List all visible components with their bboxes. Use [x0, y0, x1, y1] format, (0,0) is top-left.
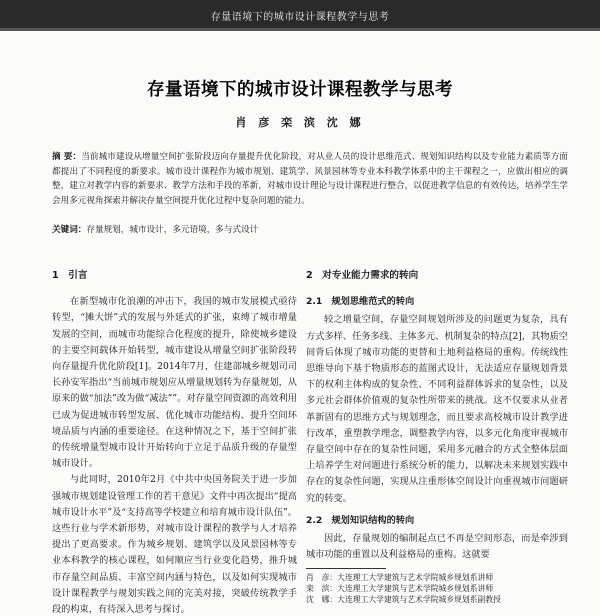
- abstract-text: 当前城市建设从增量空间扩张阶段迈向存量提升优化阶段，对从业人员的设计思维范式、规划知识结构以及专业能力素质等方面都提出了不同程度的新要求。城市设计课程作为城市规划、建筑学、风景园林等专业本科教学体系中的主干课程之一，应做出相应的调整，建立对教学内容的新要求、教学方法和手段的革新，对城市设计理论与设计课程进行整合，以促进教学信息的有效传达，培养学生学会用多元视角探索并解决存量空间提升优化过程中复杂问题的能力。: [52, 152, 568, 206]
- section-2-1-paragraph: 较之增量空间，存量空间规划所涉及的问题更为复杂，具有方式多样、任务多线、主体多元、机制复杂的特点[2]，其物质空间背后体现了城市功能的更替和土地利益格局的重构。传统线性思维导向下基于物质形态的蓝图式设计，无法适应存量规划背景下的权利主体构成的复杂性、不同利益群体诉求的复杂性，以及多元社会群体价值观的复杂性所带来的挑战。这不仅要求从业者革新固有的思维方式与规划理念，而且要求高校城市设计教学进行改革，重塑教学理念，调整教学内容，以多元化角度审视城市存量空间中存在的复杂性问题，采用多元融合的方式全整体层面上培养学生对问题进行系统分析的能力，以解决未来规划实践中存在的复杂性问题，实现从注重形体空间设计向重视城市问题研究的转变。: [306, 314, 568, 504]
- section-1-paragraph-1: 在新型城市化浪潮的冲击下，我国的城市发展模式亟待转型，“摊大饼”式的发展与外延式的扩张，束缚了城市增量发展的空间，而城市功能综合化程度的提升，除使城乡建设的主要空间载体开始转型，城市建设从增量空间扩张阶段转向存量提升优化阶段[1]。2014年7月，住建部城乡规划司司长孙安军指出“当前城市规划应从增量规划转为存量规划，从原来的做“加法”改为做“减法””。对存量空间资源的高效利用已成为促进城市转型发展、优化城市功能结构、提升空间环境品质与内涵的重要途径。在这种情况之下，基于空间扩张的传统增量型城市设计开始转向于立足于品质升级的存量型城市设计。: [52, 296, 297, 470]
- right-column: [306, 268, 568, 563]
- section-2-2-paragraph: 因此，存量规划的编制起点已不再是空间形态，而是牵涉到城市功能的重置以及利益格局的重构。这就要: [306, 533, 568, 561]
- abstract: [52, 150, 568, 208]
- footnote-item: 肖 彦：大连理工大学建筑与艺术学院城乡规划系讲师: [306, 573, 494, 582]
- keywords-label: 关键词：: [52, 225, 87, 235]
- section-1-paragraph-2: 与此同时，2010年2月《中共中央国务院关于进一步加强城市规划建设管理工作的若干意见》文件中再次提出“提高城市设计水平”及“支持高等学校建立和培育城市设计队伍”。这些行业与学术新形势，对城市设计课程的教学与人才培养提出了更高要求。作为城乡规划、建筑学以及风景园林等专业本科教学的核心课程，如何顺应当行业变化趋势，推升城市存量空间品质、丰富空间内涵与特色，以及如何实现城市设计课程教学与规划实践之间的完美对接，突破传统教学手段的构束，有待深入思考与探讨。: [52, 474, 297, 616]
- section-1-heading: 1 引言: [52, 270, 88, 281]
- paper-authors: 肖 彦 栾 滨 沈 娜: [235, 116, 365, 129]
- keywords: [52, 223, 568, 237]
- running-header-title: 存量语境下的城市设计课程教学与思考: [210, 12, 390, 23]
- section-2-2-heading: 2.2 规划知识结构的转向: [306, 514, 415, 526]
- paper-title: 存量语境下的城市设计课程教学与思考: [147, 80, 453, 100]
- section-2-1-heading: 2.1 规划思维范式的转向: [306, 296, 415, 308]
- footnote-divider: [306, 568, 386, 569]
- keywords-text: 存量规划，城市设计，多元语境，多与式设计: [86, 225, 259, 235]
- abstract-label: 摘 要：: [52, 152, 82, 162]
- running-header: [0, 0, 600, 28]
- header-divider: [0, 28, 600, 31]
- left-column: [52, 268, 297, 616]
- footnote-item: 沈 娜：大连理工大学建筑与艺术学院城乡规划系副教授: [306, 595, 501, 604]
- section-2-heading: 2 对专业能力需求的转向: [306, 270, 419, 281]
- author-footnotes: [306, 572, 568, 605]
- footnote-item: 栾 滨：大连理工大学建筑与艺术学院城乡规划系讲师: [306, 584, 494, 593]
